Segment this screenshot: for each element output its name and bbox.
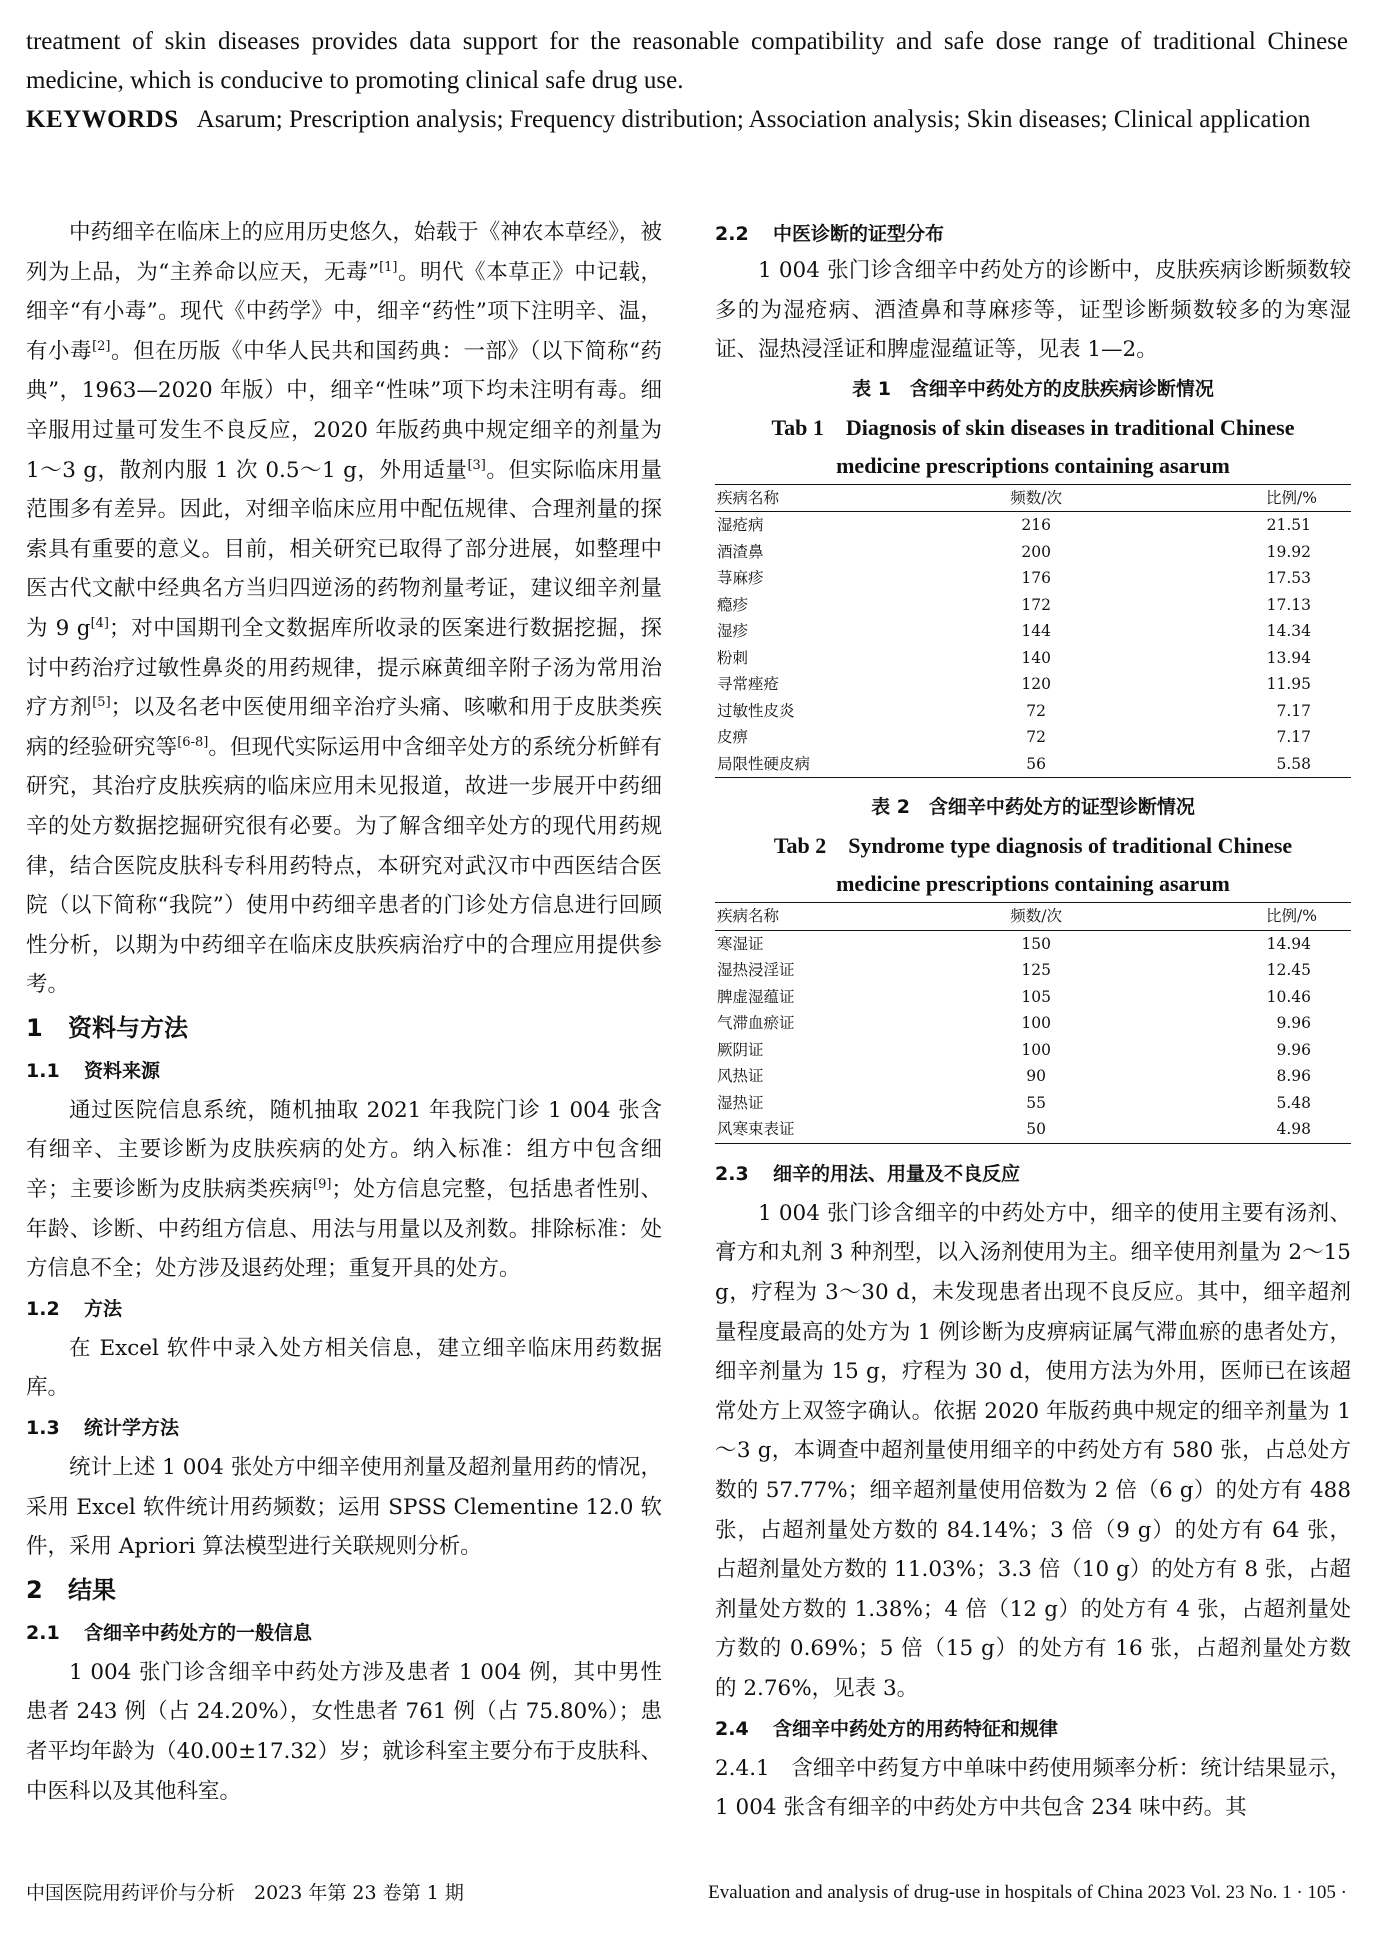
- table1-caption-cn: 表 1 含细辛中药处方的皮肤疾病诊断情况: [852, 377, 1214, 400]
- table-header: 频数/次: [931, 903, 1141, 931]
- body-paragraph: 在 Excel 软件中录入处方相关信息，建立细辛临床用药数据库。: [26, 1335, 662, 1401]
- keywords: [26, 100, 1348, 139]
- citation-ref: [1]: [379, 259, 398, 275]
- subsection-heading: 2.3 细辛的用法、用量及不良反应: [715, 1162, 1021, 1185]
- table-header: 疾病名称: [715, 903, 931, 931]
- subsection-heading: 2.4 含细辛中药处方的用药特征和规律: [715, 1717, 1059, 1740]
- table-row: 湿疹 144 14.34: [717, 622, 1311, 641]
- section-heading: 1 资料与方法: [26, 1013, 188, 1042]
- table-row: 荨麻疹 176 17.53: [717, 569, 1311, 588]
- citation-ref: [2]: [92, 338, 111, 354]
- table-row: 皮痹 72 7.17: [717, 728, 1311, 747]
- keywords-text: Asarum; Prescription analysis; Frequency distribution; Association analysis; Skin diseases; Clinical application: [196, 106, 1311, 133]
- table-row: 湿热浸淫证 125 12.45: [717, 961, 1311, 980]
- subsection-heading: 1.1 资料来源: [26, 1059, 161, 1082]
- abstract-tail: treatment of skin diseases provides data support for the reasonable compatibility and safe dose range of traditional Chinese medicine, which is conducive to promoting clinical safe drug use.: [26, 28, 1348, 94]
- table-row: 寒湿证 150 14.94: [717, 934, 1311, 953]
- body-paragraph: 1 004 张门诊含细辛中药处方的诊断中，皮肤疾病诊断频数较多的为湿疮病、酒渣鼻和荨麻疹等，证型诊断频数较多的为寒湿证、湿热浸淫证和脾虚湿蕴证等，见表 1—2。: [715, 258, 1351, 363]
- citation-ref: [4]: [90, 615, 109, 631]
- table-row: 湿疮病 216 21.51: [717, 516, 1311, 535]
- footer-journal-en: Evaluation and analysis of drug-use in hospitals of China 2023 Vol. 23 No. 1 · 105 ·: [708, 1882, 1347, 1903]
- table-header: 疾病名称: [715, 484, 931, 512]
- left-column: [26, 213, 662, 1811]
- table-row: 局限性硬皮病 56 5.58: [715, 751, 1351, 778]
- section-heading: 2 结果: [26, 1575, 116, 1604]
- table-row: 粉刺 140 13.94: [717, 648, 1311, 667]
- subsection-heading: 1.2 方法: [26, 1297, 123, 1320]
- table1-caption-en: Tab 1 Diagnosis of skin diseases in traditional Chinese: [771, 414, 1295, 440]
- table-row: 风寒束表证 50 4.98: [715, 1116, 1351, 1143]
- table-header: 频数/次: [931, 484, 1141, 512]
- table-row: 酒渣鼻 200 19.92: [717, 542, 1311, 561]
- table2-caption-en: Tab 2 Syndrome type diagnosis of traditional Chinese: [773, 833, 1293, 859]
- table-header-row: [715, 484, 1351, 512]
- table-header: 比例/%: [1141, 484, 1351, 512]
- subsection-heading: 2.2 中医诊断的证型分布: [715, 223, 945, 245]
- body-paragraph: 通过医院信息系统，随机抽取 2021 年我院门诊 1 004 张含有细辛、主要诊断为皮肤疾病的处方。纳入标准：组方中包含细辛；主要诊断为皮肤病类疾病[9]；处方信息完整，包括患者性别、年龄、诊断、中药组方信息、用法与用量以及剂数。排除标准：处方信息不全；处方涉及退药处理；重复开具的处方。: [26, 1097, 662, 1282]
- body-paragraph: 1 004 张门诊含细辛的中药处方中，细辛的使用主要有汤剂、膏方和丸剂 3 种剂型，以入汤剂使用为主。细辛使用剂量为 2～15 g，疗程为 3～30 d，未发现患者出现不良反应。其中，细辛超剂量程度最高的处方为 1 例诊断为皮痹病证属气滞血瘀的患者处方，细辛剂量为 15 g，疗程为 30 d，使用方法为外用，医师已在该超常处方上双签字确认。依据 2020 年版药典中规定的细辛剂量为 1～3 g，本调查中超剂量使用细辛的中药处方有 580 张，占总处方数的 57.77%；细辛超剂量使用倍数为 2 倍（6 g）的处方有 488 张，占超剂量处方数的 84.14%；3 倍（9 g）的处方有 64 张，占超剂量处方数的 11.03%；3.3 倍（10 g）的处方有 8 张，占超剂量处方数的 1.38%；4 倍（12 g）的处方有 4 张，占超剂量处方数的 0.69%；5 倍（15 g）的处方有 16 张，占超剂量处方数的 2.76%，见表 3。: [715, 1200, 1351, 1701]
- footer-journal-cn: 中国医院用药评价与分析 2023 年第 23 卷第 1 期: [26, 1882, 464, 1904]
- subsection-heading: 1.3 统计学方法: [26, 1417, 180, 1440]
- body-paragraph: 1 004 张门诊含细辛中药处方涉及患者 1 004 例，其中男性患者 243 例（占 24.20%），女性患者 761 例（占 75.80%）；患者平均年龄为（40.00±17.32）岁；就诊科室主要分布于皮肤科、中医科以及其他科室。: [26, 1659, 662, 1804]
- table-row: 湿热证 55 5.48: [717, 1093, 1311, 1112]
- table-row: 气滞血瘀证 100 9.96: [717, 1014, 1311, 1033]
- table2-caption-cn: 表 2 含细辛中药处方的证型诊断情况: [871, 796, 1195, 819]
- keywords-label: KEYWORDS: [26, 106, 179, 133]
- citation-ref: [5]: [92, 694, 111, 710]
- table1: [715, 484, 1351, 779]
- table-row: 脾虚湿蕴证 105 10.46: [717, 987, 1311, 1006]
- subsection-heading: 2.1 含细辛中药处方的一般信息: [26, 1621, 313, 1644]
- citation-ref: [3]: [467, 457, 486, 473]
- table-row: 瘾疹 172 17.13: [717, 595, 1311, 614]
- table-row: 风热证 90 8.96: [717, 1067, 1311, 1086]
- table-row: 寻常痤疮 120 11.95: [717, 675, 1311, 694]
- citation-ref: [9]: [313, 1176, 332, 1192]
- citation-ref: [6-8]: [177, 734, 209, 750]
- body-paragraph: 2.4.1 含细辛中药复方中单味中药使用频率分析：统计结果显示，1 004 张含有细辛的中药处方中共包含 234 味中药。其: [715, 1755, 1351, 1821]
- table2: [715, 902, 1351, 1144]
- table-row: 厥阴证 100 9.96: [717, 1040, 1311, 1059]
- intro-paragraph: 中药细辛在临床上的应用历史悠久，始载于《神农本草经》，被列为上品，为“主养命以应天，无毒”[1]。明代《本草正》中记载，细辛“有小毒”。现代《中药学》中，细辛“药性”项下注明辛、温，有小毒[2]。但在历版《中华人民共和国药典：一部》（以下简称“药典”，1963—2020 年版）中，细辛“性味”项下均未注明有毒。细辛服用过量可发生不良反应，2020 年版药典中规定细辛的剂量为 1～3 g，散剂内服 1 次 0.5～1 g，外用适量[3]。但实际临床用量范围多有差异。因此，对细辛临床应用中配伍规律、合理剂量的探索具有重要的意义。目前，相关研究已取得了部分进展，如整理中医古代文献中经典名方当归四逆汤的药物剂量考证，建议细辛剂量为 9 g[4]；对中国期刊全文数据库所收录的医案进行数据挖掘，探讨中药治疗过敏性鼻炎的用药规律，提示麻黄细辛附子汤为常用治疗方剂[5]；以及名老中医使用细辛治疗头痛、咳嗽和用于皮肤类疾病的经验研究等[6-8]。但现代实际运用中含细辛处方的系统分析鲜有研究，其治疗皮肤疾病的临床应用未见报道，故进一步展开中药细辛的处方数据挖掘研究很有必要。为了解含细辛处方的现代用药规律，结合医院皮肤科专科用药特点，本研究对武汉市中西医结合医院（以下简称“我院”）使用中药细辛患者的门诊处方信息进行回顾性分析，以期为中药细辛在临床皮肤疾病治疗中的合理应用提供参考。: [26, 220, 662, 998]
- table-header-row: [715, 903, 1351, 931]
- table-row: 过敏性皮炎 72 7.17: [717, 701, 1311, 720]
- right-column: [715, 217, 1351, 1828]
- body-paragraph: 统计上述 1 004 张处方中细辛使用剂量及超剂量用药的情况，采用 Excel 软件统计用药频数；运用 SPSS Clementine 12.0 软件，采用 Apriori 算法模型进行关联规则分析。: [26, 1455, 662, 1560]
- table-header: 比例/%: [1141, 903, 1351, 931]
- table1-caption-en: medicine prescriptions containing asarum: [836, 452, 1230, 478]
- table2-caption-en: medicine prescriptions containing asarum: [836, 871, 1230, 897]
